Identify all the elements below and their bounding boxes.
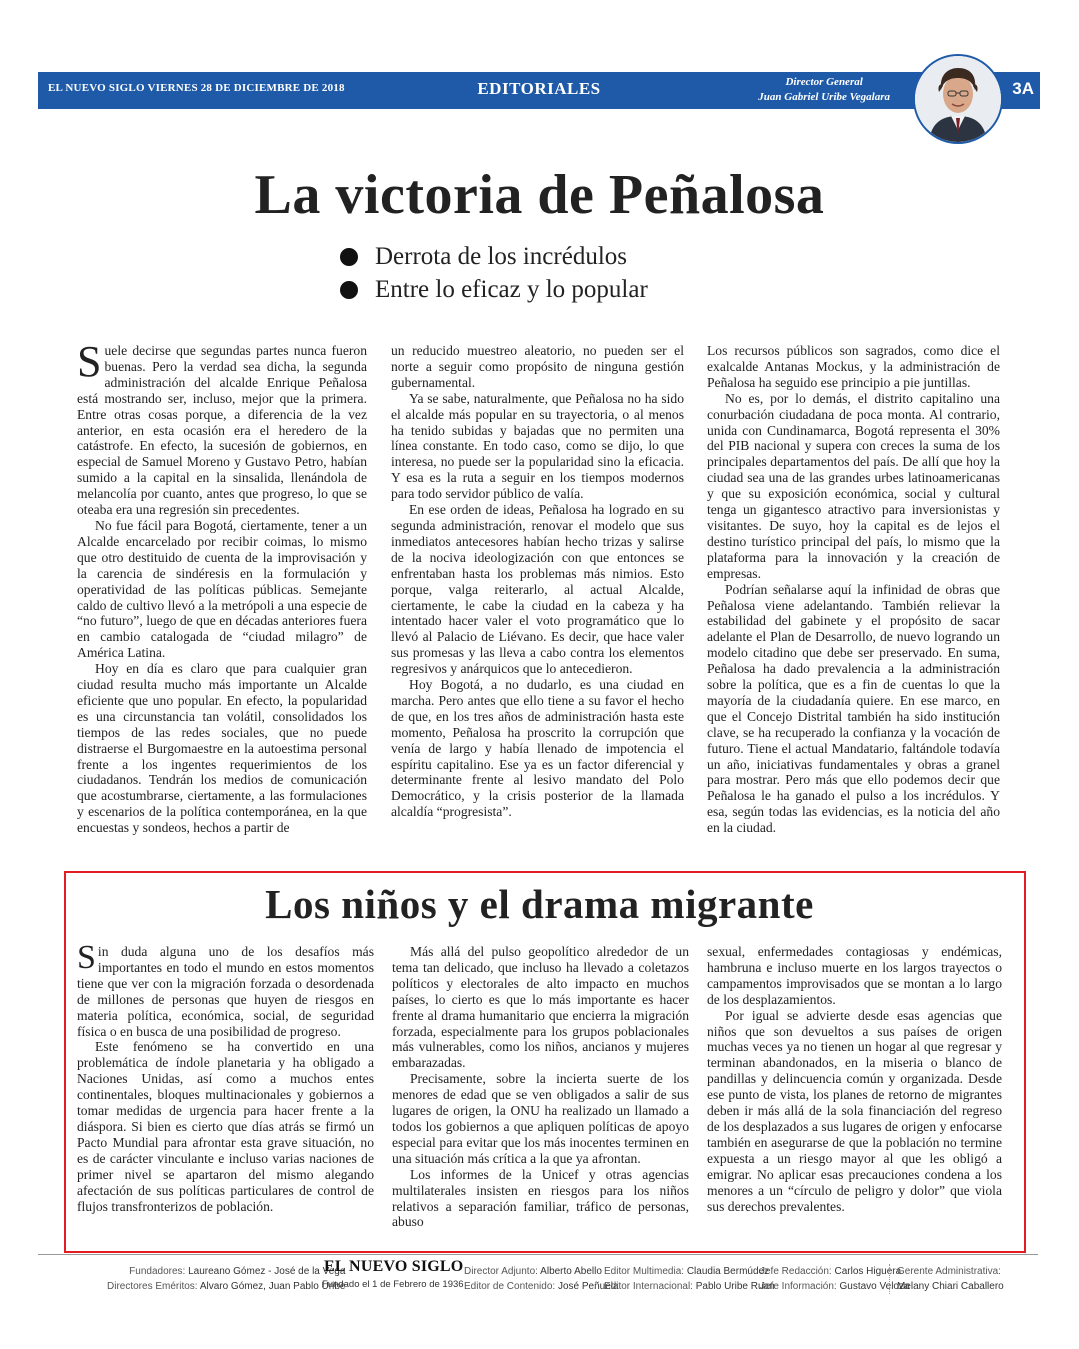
paragraph: Más allá del pulso geopolítico alrededor de un tema tan delicado, que incluso ha llevado a coletazos políticos y electorales de alto impacto en muchos países, lo cierto es que lo más importante es hacer frente al drama humanitario que encierra la migración forzada, especialmente para los grupos poblacionales más vulnerables, como los niños, ancianos y mujeres embarazadas. — [392, 944, 689, 1071]
bullet-text: Derrota de los incrédulos — [375, 243, 628, 270]
bullet-item — [340, 240, 648, 273]
paragraph: En ese orden de ideas, Peñalosa ha logrado en su segunda administración, renovar el modelo que sus inmediatos antecesores habían hecho trizas y salirse de la nociva ideologización con que entonces se enfrentaban hasta los problemas más nimios. Esto porque, valga reiterarlo, al actual Alcalde, ciertamente, le cabe la ciudad en la cabeza y ha intentado hacer valer el voto programático que lo llevó al Palacio de Liévano. Es decir, que hace valer sus promesas y las lleva a cabo contra los elementos regresivos y anárquicos que lo antecedieron. — [391, 502, 684, 677]
footer-editors-a: Director Adjunto: Alberto Abello Editor de Contenido: José Peñuela — [464, 1266, 619, 1292]
bullet-item — [340, 273, 648, 306]
editorial-column-2 — [391, 343, 684, 820]
paragraph: Ya se sabe, naturalmente, que Peñalosa no ha sido el alcalde más popular en su trayectoria, o al menos ha tenido subidas y bajadas que no permiten una línea constante. En todo caso, como se dijo, lo que interesa, no puede ser la popularidad sino la eficacia. Y esa es la ruta a seguir en los tiempos modernos para todo servidor público de valía. — [391, 390, 684, 502]
editorial-column-1 — [77, 337, 367, 836]
paragraph: Hoy Bogotá, a no dudarlo, es una ciudad en marcha. Pero antes que ello tiene a su favor el hecho de que, en los tres años de administración hasta este momento, Peñalosa ha proscrito la corrupción que venía de largo y había llenado de impotencia el espíritu capitalino. Ese ya es un factor diferencial y determinante frente al lesivo mandato del Polo Democrático, y la crisis posterior de la llamada alcaldía “progresista”. — [391, 677, 684, 820]
bullet-dot-icon — [340, 281, 358, 299]
footer-divider — [889, 1264, 890, 1294]
paragraph: Podrían señalarse aquí la infinidad de obras que Peñalosa viene adelantando. También relievar la estabilidad del gabinete y el propósito de sacar adelante el Plan de Desarrollo, de nuevo logrando un modelo citadino que debe ser preservado. En suma, Peñalosa ha dado prevalencia a la administración sobre la política, que es a fin de cuentas lo que la mayoría de la ciudadanía quiere. En ese marco, en que el Concejo Distrital también ha sido institución clave, se ha recuperado la confianza y la vocación de futuro. Tiene el actual Mandatario, faltándole todavía un año, iniciativas fundamentales y obras a granel para mostrar. Pero más que ello podemos decir que Peñalosa le ha ganado el pulso a los incrédulos. Y esa, según todas las evidencias, es la noticia del año en la ciudad. — [707, 581, 1000, 836]
paragraph: No es, por lo demás, el distrito capitalino una conurbación ciudadana de poca monta. Al contrario, unida con Cundinamarca, Bogotá representa el 30% del PIB nacional y supera con creces la suma de los principales departamentos del país. De allí que hoy la ciudad sea una de las grandes urbes latinoamericanas y que su exposición económica, social y cultural tenga un gigantesco atractivo para inversionistas y visitantes. De suyo, hoy la capital es de lejos el destino turístico principal del país, lo mismo que la plataforma para la innovación y la creación de empresas. — [707, 390, 1000, 581]
editorial-headline: La victoria de Peñalosa — [254, 164, 825, 226]
editorial-column-3 — [707, 343, 1000, 836]
paragraph: Este fenómeno se ha convertido en una problemática de índole planetaria y ha obligado a Naciones Unidas, así como a muchos entes continentales, bloques multinacionales y gobiernos a tomar medidas de urgencia para hacer frente a la diáspora. Si bien es cierto que días atrás se firmó un Pacto Mundial para afrontar esta grave situación, no es de carácter vinculante e incluso varias naciones de primer nivel se apartaron del mismo alegando afectación de sus políticas particulares de control de flujos transfronterizos de población. — [77, 1039, 374, 1214]
paragraph: un reducido muestreo aleatorio, no pueden ser el norte a seguir como propósito de ninguna gestión gubernamental. — [391, 343, 684, 390]
founded-date: Fundado el 1 de Febrero de 1936 — [322, 1279, 464, 1290]
director-photo — [913, 54, 1003, 144]
paragraph: Hoy en día es claro que para cualquier gran ciudad resulta mucho más importante un Alcalde eficiente que uno popular. En efecto, la popularidad es una circunstancia tan volátil, consolidados los tiempos de las redes sociales, que no puede distraerse el Burgomaestre en la autoestima personal frente a los ingentes requerimientos de los ciudadanos. Tendrán los medios de comunicación que acostumbrarse, ciertamente, a las formulaciones y escenarios de la política contemporánea, en la que encuestas y sondeos, hechos a partir de — [77, 661, 367, 836]
headline-bullets — [340, 240, 648, 306]
director-title: Director General — [785, 76, 863, 88]
footer-editors-b: Editor Multimedia: Claudia Bermúdez Editor Internacional: Pablo Uribe Ruan — [604, 1266, 775, 1292]
header-band — [38, 72, 1040, 109]
footer-chiefs: Jefe Redacción: Carlos Higuera Jefe Información: Gustavo Veloza — [760, 1266, 910, 1292]
director-name: Juan Gabriel Uribe Vegalara — [758, 91, 890, 103]
section-title: EDITORIALES — [477, 79, 601, 98]
paragraph: Precisamente, sobre la incierta suerte de los menores de edad que se ven obligados a salir de sus lugares de origen, la ONU ha realizado un llamado a todos los gobiernos a que apliquen políticas de apoyo especial para evitar que los más inocentes terminen en una situación más crítica a la que ya afrontan. — [392, 1071, 689, 1166]
second-column-2 — [392, 944, 689, 1230]
paragraph: sexual, enfermedades contagiosas y endémicas, hambruna e incluso muerte en los largos trayectos o campamentos improvisados que se montan a lo largo de los desplazamientos. — [707, 944, 1002, 1007]
paragraph: Los informes de la Unicef y otras agencias multilaterales insisten en riesgos para los niños relativos a separación familiar, tráfico de personas, abuso — [392, 1166, 689, 1230]
paragraph: Suele decirse que segundas partes nunca fueron buenas. Pero la verdad sea dicha, la segunda administración del alcalde Enrique Peñalosa está mostrando ser, incluso, mejor que la primera. Entre otras cosas porque, a diferencia de la vez anterior, en esta ocasión era el heredero de la catástrofe. En efecto, la sucesión de gobiernos, en especial de Samuel Moreno y Gustavo Petro, habían sumido a la capital en la sinsalida, llenándola de melancolía por cuanto, antes que progreso, lo que se oteaba era una regresión sin precedentes. — [77, 337, 367, 518]
bullet-dot-icon — [340, 248, 358, 266]
paragraph: No fue fácil para Bogotá, ciertamente, tener a un Alcalde encarcelado por recibir coimas, lo mismo que otro destituido de cuenta de la improvisación y la carencia de sindéresis en la formulación y operatividad de las políticas públicas. Semejante caldo de cultivo llevó a la metrópoli a una especie de “no futuro”, luego de que en décadas anteriores fuera en cambio catalogada de “ciudad milagro” de América Latina. — [77, 517, 367, 661]
newspaper-logo: EL NUEVO SIGLO — [324, 1258, 464, 1275]
drop-cap: S — [77, 337, 102, 386]
second-editorial-headline: Los niños y el drama migrante — [265, 881, 814, 927]
page-number: 3A — [1012, 79, 1034, 98]
paragraph: Los recursos públicos son sagrados, como dice el exalcalde Antanas Mockus, y la administración de Peñalosa ha seguido ese principio a pie juntillas. — [707, 343, 1000, 390]
masthead-date: EL NUEVO SIGLO VIERNES 28 DE DICIEMBRE DE 2018 — [48, 82, 345, 94]
footer-manager: Gerente Administrativa: Melany Chiari Caballero — [897, 1266, 1004, 1292]
footer-founders: Fundadores: Laureano Gómez - José de la Vega Directores Eméritos: Alvaro Gómez, Juan Pablo Uribe — [107, 1266, 346, 1292]
paragraph: Sin duda alguna uno de los desafíos más importantes en todo el mundo en estos momentos tiene que ver con la migración forzada o desordenada de millones de personas que huyen de riesgos en materia política, económica, social, de seguridad física o en busca de una posibilidad de progreso. — [77, 939, 374, 1039]
director-portrait-image — [915, 56, 1001, 142]
paragraph: Por igual se advierte desde esas agencias que niños que son devueltos a sus países de origen muchas veces ya no tienen un hogar al que regresar y terminan abandonados, en la miseria o blanco de pandillas y delincuencia común y organizada. Desde ese punto de vista, los planes de retorno de migrantes deben ir más allá de la sola financiación del regreso de los desplazados a sus lugares de origen y enfocarse también en asegurarse de que la población no termine expuesta a un riesgo mayor al que les obligó a emigrar. No aplicar esas precauciones condena a los menores a un “círculo de peligro y dolor” que viola sus derechos prevalentes. — [707, 1007, 1002, 1214]
second-column-3 — [707, 944, 1002, 1214]
second-column-1 — [77, 939, 374, 1214]
director-credit — [758, 75, 890, 105]
footer-rule — [38, 1254, 1038, 1255]
drop-cap: S — [77, 939, 96, 976]
bullet-text: Entre lo eficaz y lo popular — [375, 276, 648, 303]
